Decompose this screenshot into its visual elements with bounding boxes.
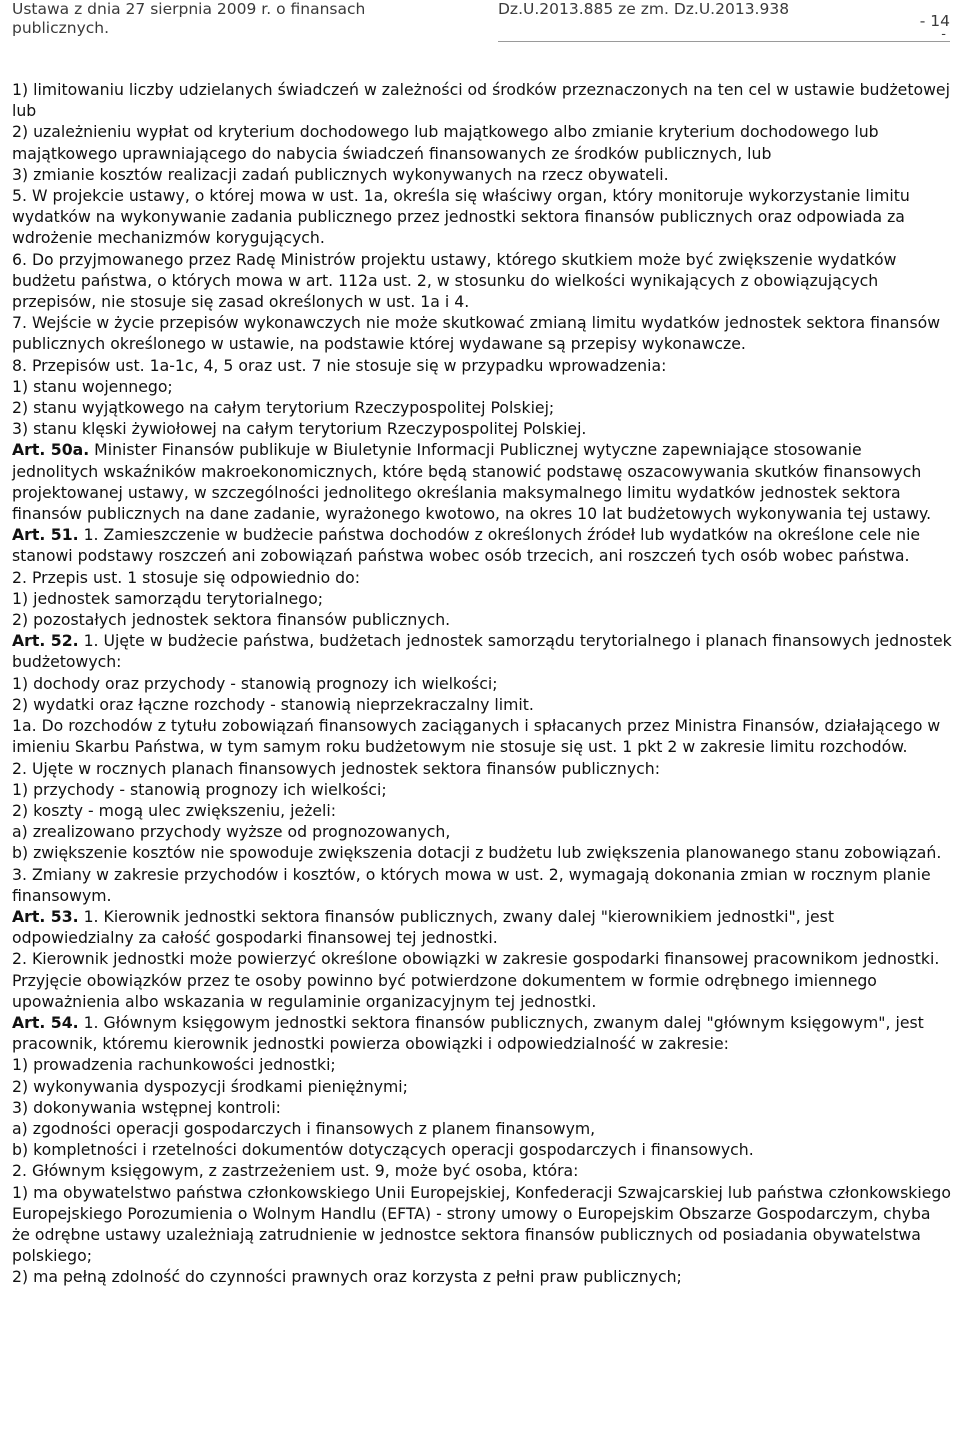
article-paragraph bbox=[12, 906, 952, 948]
paragraph bbox=[12, 567, 952, 588]
paragraph bbox=[12, 1054, 952, 1075]
paragraph bbox=[12, 1076, 952, 1097]
paragraph-text: 5. W projekcie ustawy, o której mowa w ust. 1a, określa się właściwy organ, który monitoruje wykorzystanie limitu wydatków na wykonywanie zadania publicznego przez jednostki sektora finansów publicznych oraz odpowiada za wdrożenie mechanizmów korygujących. bbox=[12, 186, 910, 248]
paragraph bbox=[12, 609, 952, 630]
paragraph-text: 1) dochody oraz przychody - stanowią prognozy ich wielkości; bbox=[12, 673, 498, 693]
paragraph-text: 2) stanu wyjątkowego na całym terytorium Rzeczypospolitej Polskiej; bbox=[12, 398, 555, 418]
paragraph-text: 1. Kierownik jednostki sektora finansów publicznych, zwany dalej "kierownikiem jednostki", jest odpowiedzialny za całość gospodarki finansowej tej jednostki. bbox=[12, 906, 834, 948]
paragraph-text: 2. Kierownik jednostki może powierzyć określone obowiązki w zakresie gospodarki finansowej pracownikom jednostki. Przyjęcie obowiązków przez te osoby powinno być potwierdzone dokumentem w formie odrębnego imiennego upoważnienia albo wskazania w regulaminie organizacyjnym tej jednostki. bbox=[12, 949, 940, 1011]
page-number: - 14 bbox=[919, 12, 950, 30]
paragraph bbox=[12, 164, 952, 185]
paragraph-text: 1) prowadzenia rachunkowości jednostki; bbox=[12, 1055, 336, 1075]
paragraph-text: 2. Ujęte w rocznych planach finansowych jednostek sektora finansów publicznych: bbox=[12, 758, 660, 778]
paragraph bbox=[12, 694, 952, 715]
paragraph bbox=[12, 588, 952, 609]
paragraph-text: 2) pozostałych jednostek sektora finansów publicznych. bbox=[12, 610, 451, 630]
paragraph bbox=[12, 758, 952, 779]
paragraph-text: 2) uzależnieniu wypłat od kryterium dochodowego lub majątkowego albo zmianie kryterium dochodowego lub majątkowego uprawniającego do nabycia świadczeń finansowanych ze środków publicznych, lub bbox=[12, 122, 879, 163]
article-number: Art. 53. bbox=[12, 906, 79, 926]
paragraph bbox=[12, 1097, 952, 1118]
paragraph bbox=[12, 1139, 952, 1160]
paragraph-text: b) zwiększenie kosztów nie spowoduje zwiększenia dotacji z budżetu lub zwiększenia planowanego stanu zobowiązań. bbox=[12, 843, 942, 863]
article-number: Art. 52. bbox=[12, 631, 79, 651]
paragraph-text: Minister Finansów publikuje w Biuletynie Informacji Publicznej wytyczne zapewniające stosowanie jednolitych wskaźników makroekonomicznych, które będą stanowić podstawę oszacowywania skutków finansowych projektowanej ustawy, w szczególności jednolitego określania maksymalnego limitu wydatków jednostek sektora finansów publicznych na dane zadanie, wyrażonego kwotowo, na okres 10 lat budżetowych wykonywania tej ustawy. bbox=[12, 440, 932, 524]
article-paragraph bbox=[12, 439, 952, 524]
paragraph-text: 1) jednostek samorządu terytorialnego; bbox=[12, 588, 323, 608]
article-number: Art. 54. bbox=[12, 1012, 79, 1032]
journal-reference: Dz.U.2013.885 ze zm. Dz.U.2013.938 bbox=[498, 0, 790, 18]
paragraph-text: 1) limitowaniu liczby udzielanych świadczeń w zależności od środków przeznaczonych na ten cel w ustawie budżetowej lub bbox=[12, 80, 950, 121]
article-paragraph bbox=[12, 524, 952, 566]
paragraph bbox=[12, 79, 952, 121]
paragraph bbox=[12, 418, 952, 439]
paragraph-text: 2) wydatki oraz łączne rozchody - stanowią nieprzekraczalny limit. bbox=[12, 694, 534, 714]
paragraph bbox=[12, 864, 952, 906]
paragraph-text: 2. Przepis ust. 1 stosuje się odpowiednio do: bbox=[12, 567, 360, 587]
paragraph bbox=[12, 715, 952, 757]
article-number: Art. 50a. bbox=[12, 440, 90, 460]
paragraph bbox=[12, 312, 952, 354]
paragraph-text: 1a. Do rozchodów z tytułu zobowiązań finansowych zaciąganych i spłacanych przez Ministra Finansów, działającego w imieniu Skarbu Państwa, w tym samym roku budżetowym nie stosuje się ust. 1 pkt 2 w zakresie limitu rozchodów. bbox=[12, 716, 941, 757]
paragraph-text: 1) stanu wojennego; bbox=[12, 376, 173, 396]
document-title: Ustawa z dnia 27 sierpnia 2009 r. o finansach publicznych. bbox=[12, 0, 366, 37]
document-body bbox=[12, 79, 952, 1288]
paragraph bbox=[12, 948, 952, 1012]
page-number-dash: - bbox=[941, 27, 946, 42]
paragraph-text: 7. Wejście w życie przepisów wykonawczych nie może skutkować zmianą limitu wydatków jednostek sektora finansów publicznych określonego w ustawie, na podstawie której wydawane są przepisy wykonawcze. bbox=[12, 313, 941, 354]
paragraph-text: a) zrealizowano przychody wyższe od prognozowanych, bbox=[12, 822, 451, 842]
paragraph bbox=[12, 842, 952, 863]
paragraph-text: 6. Do przyjmowanego przez Radę Ministrów projektu ustawy, którego skutkiem może być zwiększenie wydatków budżetu państwa, o których mowa w art. 112a ust. 2, w stosunku do wielkości wynikających z obowiązujących przepisów, nie stosuje się zasad określonych w ust. 1a i 4. bbox=[12, 249, 897, 312]
paragraph-text: 1) przychody - stanowią prognozy ich wielkości; bbox=[12, 779, 387, 799]
paragraph bbox=[12, 821, 952, 842]
paragraph-text: 1. Głównym księgowym jednostki sektora finansów publicznych, zwanym dalej "głównym księgowym", jest pracownik, któremu kierownik jednostki powierza obowiązki i odpowiedzialność w zakresie: bbox=[12, 1012, 924, 1054]
paragraph bbox=[12, 355, 952, 376]
paragraph bbox=[12, 397, 952, 418]
paragraph-text: 2. Głównym księgowym, z zastrzeżeniem ust. 9, może być osoba, która: bbox=[12, 1161, 579, 1181]
paragraph-text: 2) ma pełną zdolność do czynności prawnych oraz korzysta z pełni praw publicznych; bbox=[12, 1267, 682, 1287]
paragraph bbox=[12, 249, 952, 313]
paragraph-text: 3. Zmiany w zakresie przychodów i kosztów, o których mowa w ust. 2, wymagają dokonania zmian w rocznym planie finansowym. bbox=[12, 864, 931, 905]
paragraph bbox=[12, 1160, 952, 1181]
paragraph-text: b) kompletności i rzetelności dokumentów dotyczących operacji gospodarczych i finansowych. bbox=[12, 1140, 754, 1160]
paragraph-text: 1) ma obywatelstwo państwa członkowskiego Unii Europejskiej, Konfederacji Szwajcarskiej lub państwa członkowskiego Europejskiego Porozumienia o Wolnym Handlu (EFTA) - strony umowy o Europejskim Obszarze Gospodarczym, chyba że odrębne ustawy uzależniają zatrudnienie w jednostce sektora finansów publicznych od posiadania obywatelstwa polskiego; bbox=[12, 1182, 951, 1266]
paragraph bbox=[12, 800, 952, 821]
paragraph-text: 1. Ujęte w budżecie państwa, budżetach jednostek samorządu terytorialnego i planach finansowych jednostek budżetowych: bbox=[12, 631, 952, 672]
paragraph bbox=[12, 121, 952, 163]
paragraph bbox=[12, 1118, 952, 1139]
paragraph bbox=[12, 779, 952, 800]
article-paragraph bbox=[12, 630, 952, 672]
paragraph bbox=[12, 185, 952, 249]
paragraph-text: 2) koszty - mogą ulec zwiększeniu, jeżeli: bbox=[12, 800, 337, 820]
paragraph-text: 3) dokonywania wstępnej kontroli: bbox=[12, 1097, 281, 1117]
paragraph-text: 8. Przepisów ust. 1a-1c, 4, 5 oraz ust. 7 nie stosuje się w przypadku wprowadzenia: bbox=[12, 355, 667, 375]
article-paragraph bbox=[12, 1012, 952, 1054]
paragraph bbox=[12, 1182, 952, 1267]
paragraph-text: 3) stanu klęski żywiołowej na całym terytorium Rzeczypospolitej Polskiej. bbox=[12, 419, 587, 439]
paragraph-text: a) zgodności operacji gospodarczych i finansowych z planem finansowym, bbox=[12, 1118, 596, 1138]
paragraph bbox=[12, 376, 952, 397]
header-divider bbox=[498, 41, 950, 42]
paragraph-text: 2) wykonywania dyspozycji środkami pieniężnymi; bbox=[12, 1076, 408, 1096]
paragraph-text: 1. Zamieszczenie w budżecie państwa dochodów z określonych źródeł lub wydatków na określone cele nie stanowi podstawy roszczeń ani zobowiązań państwa wobec osób trzecich, ani roszczeń tych osób wobec państwa. bbox=[12, 525, 921, 566]
page-header bbox=[0, 0, 960, 40]
paragraph bbox=[12, 1266, 952, 1287]
paragraph-text: 3) zmianie kosztów realizacji zadań publicznych wykonywanych na rzecz obywateli. bbox=[12, 164, 669, 184]
article-number: Art. 51. bbox=[12, 525, 79, 545]
paragraph bbox=[12, 673, 952, 694]
